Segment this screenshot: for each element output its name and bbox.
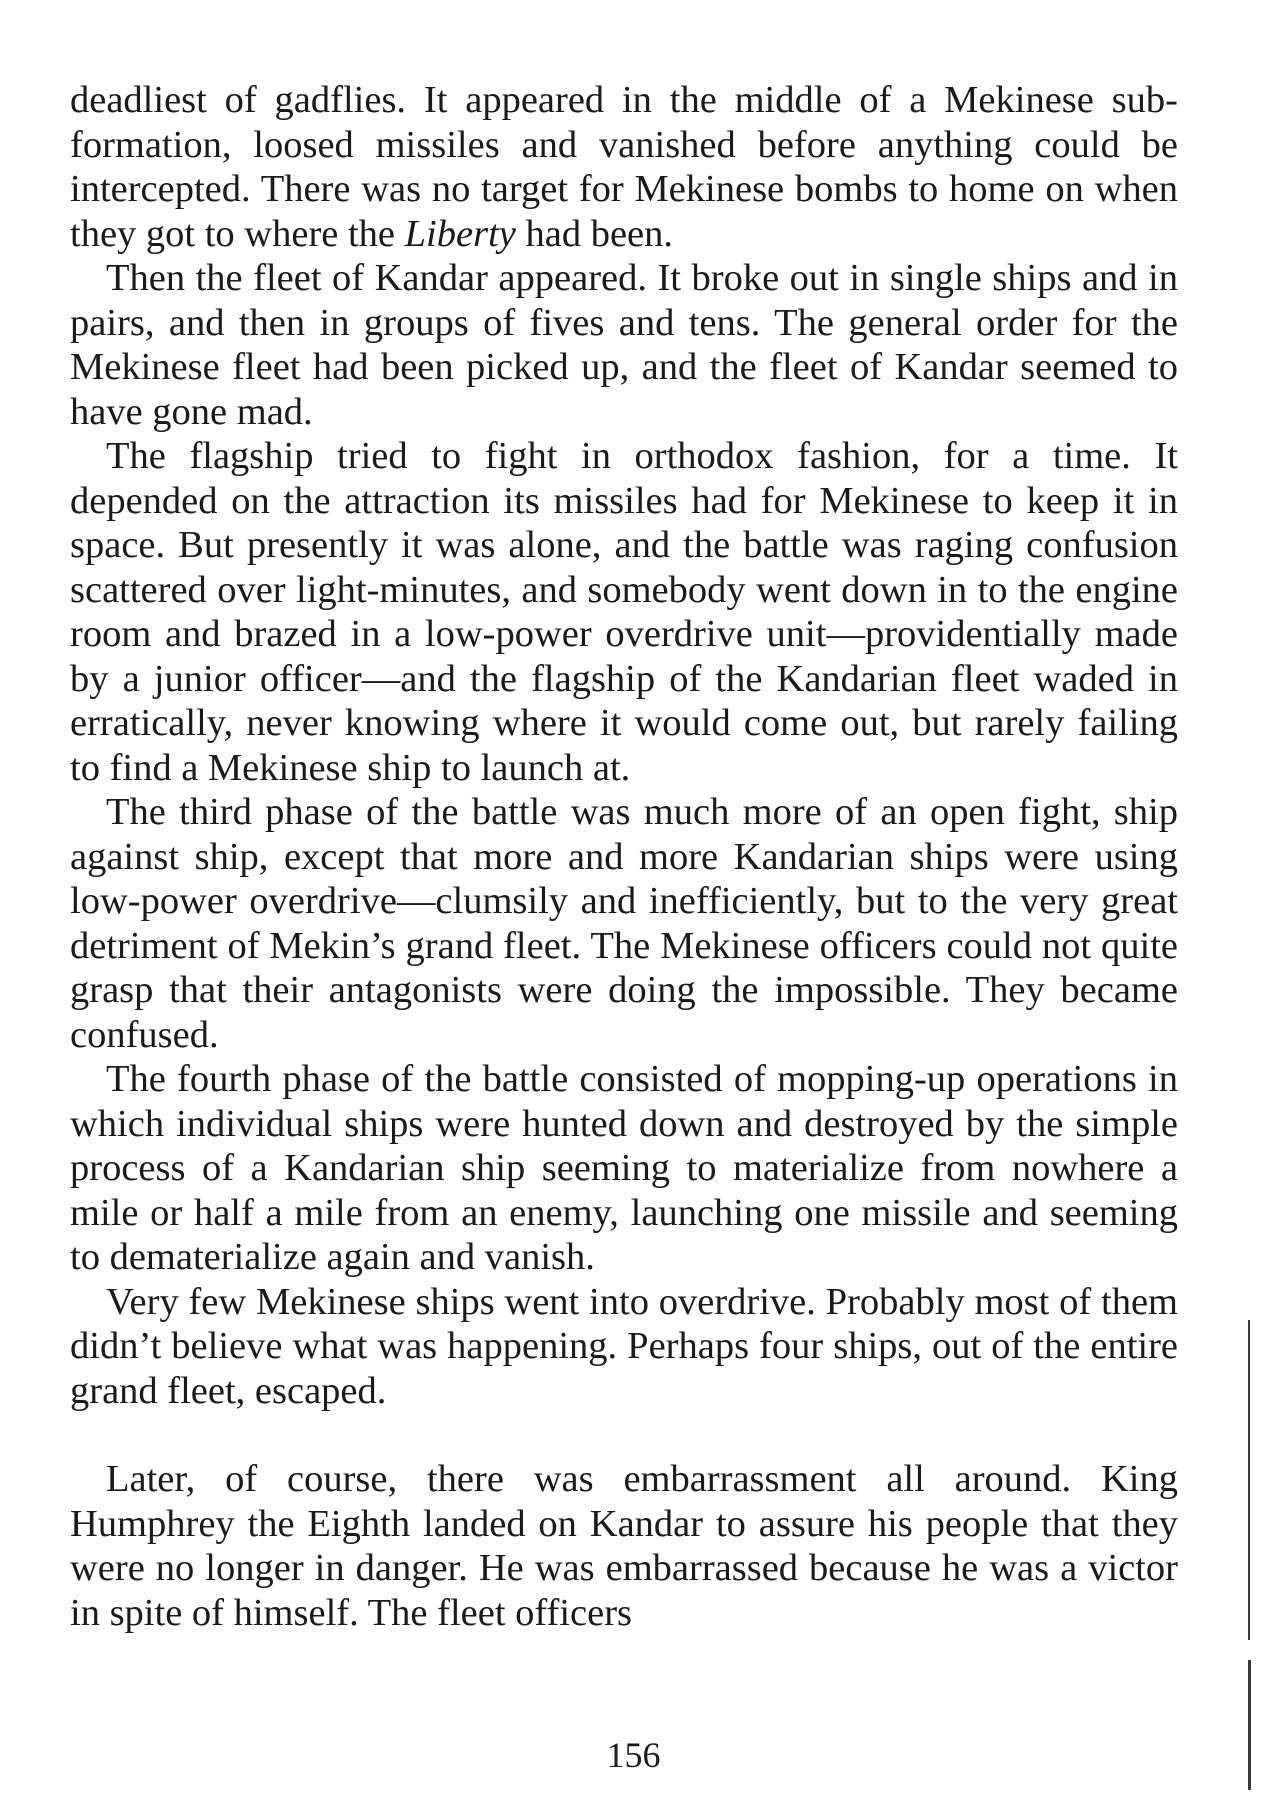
paragraph-third-phase: The third phase of the battle was much more of an open fight, ship against ship, except that more and more Kandarian ships were using low-power overdrive—clumsily and inefficiently, but to the very great detriment of Mekin’s grand fleet. The Mekinese officers could not quite grasp that their antagonists were doing the impossible. They became confused. (70, 791, 1178, 1056)
scan-edge-mark (1248, 1320, 1250, 1640)
paragraph-later: Later, of course, there was embarrassment all around. King Humphrey the Eighth landed on Kandar to assure his people that they were no longer in danger. He was embarrassed because he was a victor in spite of himself. The fleet officers (70, 1458, 1178, 1634)
section-break (70, 1413, 1178, 1457)
page-number: 156 (606, 1735, 661, 1775)
paragraph-fourth-phase: The fourth phase of the battle consisted of mopping-up operations in which individual ships were hunted down and destroyed by the simple process of a Kandarian ship seeming to materialize from nowhere a mile or half a mile from an enemy, launching one missile and seeming to dematerialize again and vanish. (70, 1058, 1178, 1278)
paragraph-gadflies (70, 78, 1178, 256)
scan-edge-mark-lower (1248, 1660, 1251, 1790)
paragraph-gadflies-end: had been. (515, 212, 673, 255)
paragraph-gadflies-text: deadliest of gadflies. It appeared in the middle of a Mekinese sub-formation, loosed missiles and vanished before anything could be intercepted. There was no target for Mekinese bombs to home on when they got to where the (70, 79, 1178, 255)
ship-name-liberty: Liberty (404, 212, 516, 255)
paragraph-flagship: The flagship tried to fight in orthodox fashion, for a time. It depended on the attraction its missiles had for Mekinese to keep it in space. But presently it was alone, and the battle was raging confusion scattered over light-minutes, and somebody went down in to the engine room and brazed in a low-power overdrive unit—providentially made by a junior officer—and the flagship of the Kandarian fleet waded in erratically, never knowing where it would come out, but rarely failing to find a Mekinese ship to launch at. (70, 435, 1178, 789)
paragraph-fleet-appeared: Then the fleet of Kandar appeared. It broke out in single ships and in pairs, and then in groups of fives and tens. The general order for the Mekinese fleet had been picked up, and the fleet of Kandar seemed to have gone mad. (70, 257, 1178, 433)
paragraph-escaped: Very few Mekinese ships went into overdrive. Probably most of them didn’t believe what was happening. Perhaps four ships, out of the entire grand fleet, escaped. (70, 1280, 1178, 1412)
page-body (70, 78, 1178, 1635)
